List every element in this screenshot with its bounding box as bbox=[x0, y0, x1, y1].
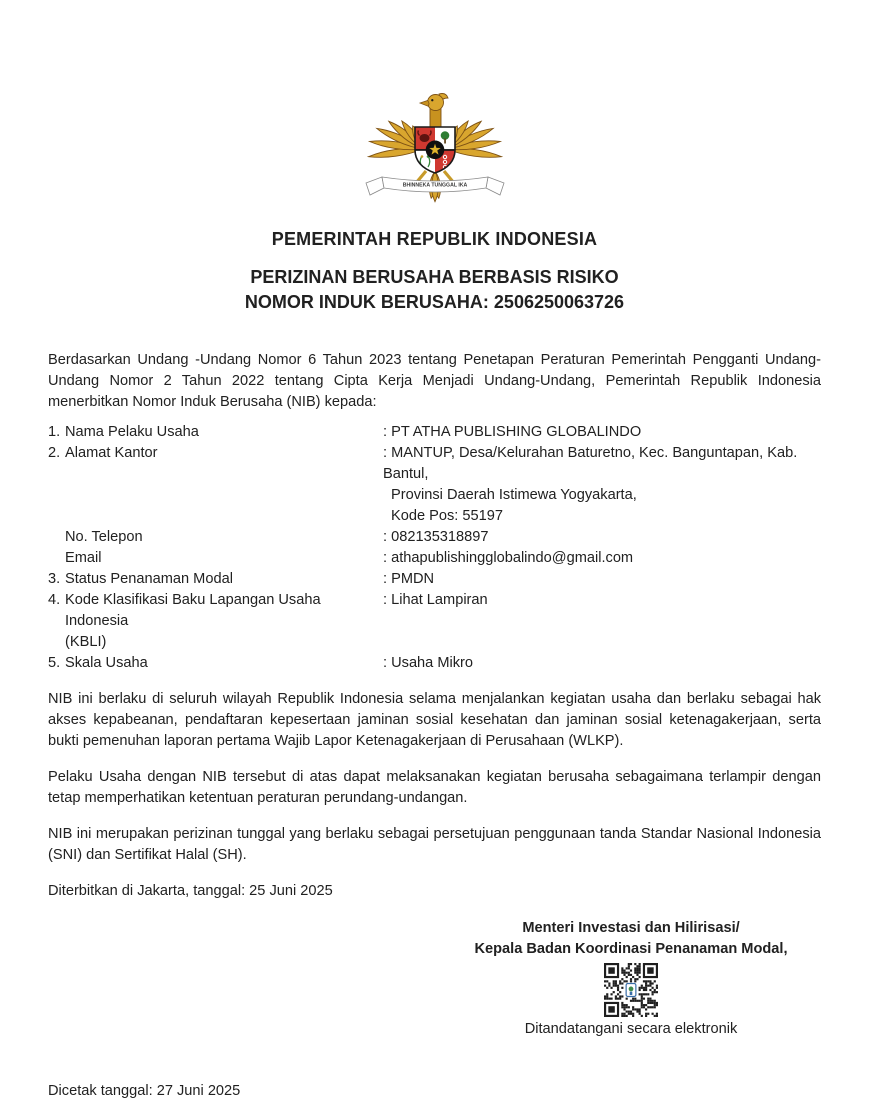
minister-title-line2: Kepala Badan Koordinasi Penanaman Modal, bbox=[474, 940, 788, 957]
row-number: 1. bbox=[48, 423, 61, 440]
row-number: 4. bbox=[48, 591, 61, 608]
row-value: : PT ATHA PUBLISHING GLOBALINDO bbox=[383, 423, 642, 440]
address-line: Provinsi Daerah Istimewa Yogyakarta, bbox=[391, 486, 637, 503]
label-line: Kode Klasifikasi Baku Lapangan Usaha Indonesia bbox=[65, 591, 321, 629]
row-value: : 082135318897 bbox=[383, 528, 489, 545]
validity-paragraph: NIB ini berlaku di seluruh wilayah Republik Indonesia selama menjalankan kegiatan usaha dan berlaku sebagai hak akses kepabeanan, pendaftaran kepesertaan jaminan sosial kesehatan dan jaminan sosial ketenagakerjaan, serta bukti pemenuhan laporan pertama Wajib Lapor Ketenagakerjaan di Perusahaan (WLKP). bbox=[48, 690, 821, 749]
nib-number-line: NOMOR INDUK BERUSAHA: 2506250063726 bbox=[244, 291, 625, 312]
row-label: Alamat Kantor bbox=[65, 444, 158, 461]
signature-block bbox=[451, 918, 811, 1040]
qr-center-logo bbox=[625, 982, 638, 997]
qr-code-image bbox=[604, 963, 658, 1017]
row-label: Skala Usaha bbox=[65, 654, 148, 671]
detail-row-no-telepon bbox=[48, 527, 821, 548]
row-value: : Usaha Mikro bbox=[383, 654, 474, 671]
row-value: : PMDN bbox=[383, 570, 435, 587]
row-value: : athapublishingglobalindo@gmail.com bbox=[383, 549, 634, 566]
address-line: Kode Pos: 55197 bbox=[391, 507, 503, 524]
business-details-list bbox=[48, 422, 821, 674]
row-number: 3. bbox=[48, 570, 61, 587]
detail-row-skala-usaha bbox=[48, 653, 821, 674]
motto-text: BHINNEKA TUNGGAL IKA bbox=[402, 182, 467, 189]
detail-row-kbli bbox=[48, 590, 821, 653]
address-line: : MANTUP, Desa/Kelurahan Baturetno, Kec. Banguntapan, Kab. Bantul, bbox=[383, 444, 798, 482]
document-header bbox=[0, 229, 869, 315]
detail-row-status-penanaman-modal bbox=[48, 569, 821, 590]
activity-paragraph: Pelaku Usaha dengan NIB tersebut di atas dapat melaksanakan kegiatan berusaha sebagaimana terlampir dengan tetap memperhatikan ketentuan peraturan perundang-undangan. bbox=[48, 768, 821, 806]
row-value bbox=[383, 443, 821, 527]
document-title: PERIZINAN BERUSAHA BERBASIS RISIKO bbox=[250, 267, 619, 287]
label-line: (KBLI) bbox=[65, 633, 107, 650]
row-label: Nama Pelaku Usaha bbox=[65, 423, 199, 440]
row-label: No. Telepon bbox=[65, 528, 143, 545]
row-label: Email bbox=[65, 549, 102, 566]
pancasila-shield bbox=[415, 127, 455, 173]
detail-row-nama-pelaku-usaha bbox=[48, 422, 821, 443]
detail-row-alamat-kantor bbox=[48, 443, 821, 527]
minister-title-line1: Menteri Investasi dan Hilirisasi/ bbox=[522, 919, 740, 936]
row-label bbox=[65, 590, 383, 653]
row-number: 2. bbox=[48, 444, 61, 461]
issued-line: Diterbitkan di Jakarta, tanggal: 25 Juni 2025 bbox=[48, 882, 333, 899]
printed-date-line: Dicetak tanggal: 27 Juni 2025 bbox=[48, 1082, 241, 1099]
government-title: PEMERINTAH REPUBLIK INDONESIA bbox=[271, 229, 598, 249]
single-license-paragraph: NIB ini merupakan perizinan tunggal yang berlaku sebagai persetujuan penggunaan tanda Standar Nasional Indonesia (SNI) dan Sertifikat Halal (SH). bbox=[48, 825, 821, 863]
eagle-head bbox=[420, 94, 448, 111]
qr-code bbox=[604, 963, 658, 1017]
nib-certificate-page bbox=[0, 87, 869, 1111]
row-label: Status Penanaman Modal bbox=[65, 570, 233, 587]
detail-row-email bbox=[48, 548, 821, 569]
row-number: 5. bbox=[48, 654, 61, 671]
electronic-signature-note: Ditandatangani secara elektronik bbox=[524, 1020, 738, 1037]
row-value: : Lihat Lampiran bbox=[383, 591, 488, 608]
garuda-pancasila-emblem bbox=[360, 87, 510, 205]
document-body bbox=[0, 350, 869, 1102]
intro-paragraph: Berdasarkan Undang -Undang Nomor 6 Tahun 2023 tentang Penetapan Peraturan Pemerintah Pengganti Undang-Undang Nomor 2 Tahun 2022 tentang Cipta Kerja Menjadi Undang-Undang, Pemerintah Republik Indonesia menerbitkan Nomor Induk Berusaha (NIB) kepada: bbox=[48, 351, 821, 410]
